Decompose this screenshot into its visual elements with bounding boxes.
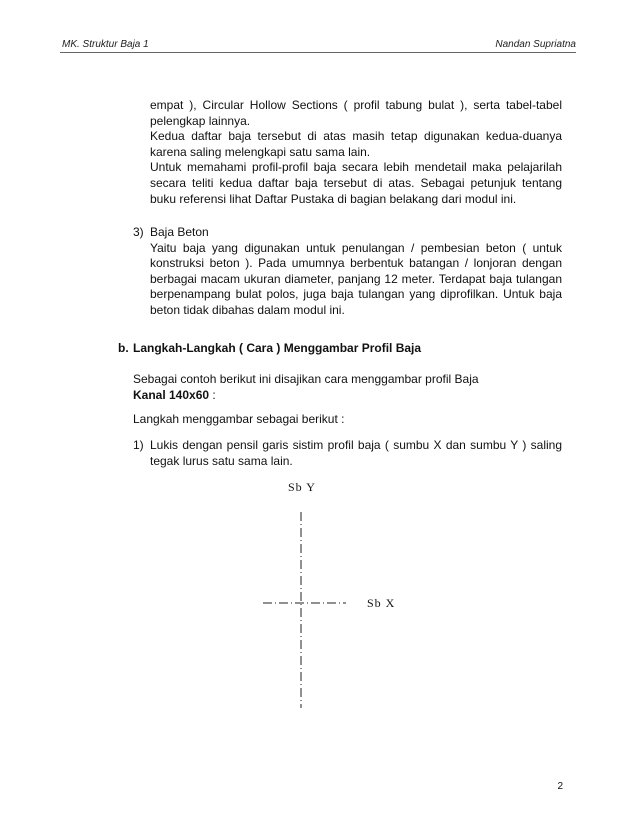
section-title: Langkah-Langkah ( Cara ) Menggambar Profil Baja: [133, 341, 422, 355]
header-course-title: MK. Struktur Baja 1: [62, 39, 149, 50]
header-author: Nandan Supriatna: [495, 39, 576, 50]
intro-suffix: :: [209, 387, 216, 402]
step-number: 1): [133, 438, 144, 452]
axis-label-x: Sb X: [367, 596, 396, 610]
paragraph-sections-list: empat ), Circular Hollow Sections ( profil tabung bulat ), serta tabel-tabel pelengkap lainnya.: [150, 98, 562, 128]
intro-profile-name: Kanal 140x60: [133, 387, 210, 402]
paragraph-tables-usage: Kedua daftar baja tersebut di atas masih tetap digunakan kedua-duanya karena saling melengkapi satu sama lain.: [150, 129, 562, 159]
page-number: 2: [557, 781, 563, 792]
paragraph-study-advice: Untuk memahami profil-profil baja secara lebih mendetail maka pelajarilah secara teliti kedua daftar baja tersebut di atas. Sebagai petunjuk tentang buku referensi lihat Daftar Pustaka di bagian belakang dari modul ini.: [150, 160, 562, 206]
intro-text: Sebagai contoh berikut ini disajikan cara menggambar profil Baja: [133, 372, 479, 386]
list-item-title: Baja Beton: [150, 225, 209, 239]
list-number: 3): [133, 225, 144, 239]
steps-intro: Langkah menggambar sebagai berikut :: [133, 412, 345, 426]
section-label: b.: [118, 341, 129, 355]
step-text: Lukis dengan pensil garis sistim profil baja ( sumbu X dan sumbu Y ) saling tegak lurus satu sama lain.: [150, 438, 562, 468]
list-item-body: Yaitu baja yang digunakan untuk penulangan / pembesian beton ( untuk konstruksi beton ). Pada umumnya berbentuk batangan / lonjoran dengan berbagai macam ukuran diameter, panjang 12 meter. Terdapat baja tulangan berpenampang bulat polos, juga baja tulangan yang diprofilkan. Untuk baja beton tidak dibahas dalam modul ini.: [150, 240, 562, 317]
axis-label-y: Sb Y: [288, 480, 316, 494]
